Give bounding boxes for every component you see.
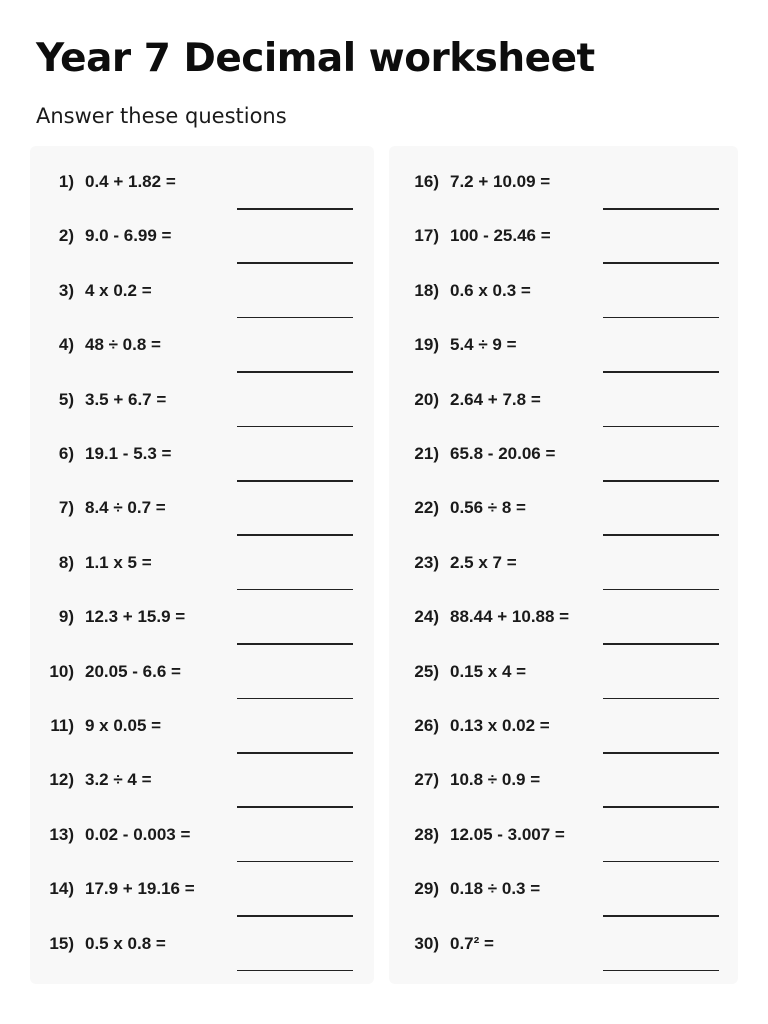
question-expression: 19.1 - 5.3 = bbox=[85, 444, 172, 463]
question-number: 21) bbox=[414, 444, 439, 463]
answer-line[interactable] bbox=[237, 861, 353, 863]
answer-line[interactable] bbox=[603, 426, 719, 428]
answer-line[interactable] bbox=[603, 806, 719, 808]
question-number: 11) bbox=[50, 716, 74, 735]
question-expression: 65.8 - 20.06 = bbox=[450, 444, 556, 463]
question-expression: 9 x 0.05 = bbox=[85, 716, 162, 735]
question-expression: 3.2 ÷ 4 = bbox=[85, 770, 152, 790]
question-row bbox=[389, 210, 738, 264]
question-row bbox=[389, 374, 738, 428]
answer-line[interactable] bbox=[603, 262, 719, 264]
answer-line[interactable] bbox=[237, 589, 353, 591]
question-number: 22) bbox=[414, 498, 439, 518]
answer-line[interactable] bbox=[237, 752, 353, 754]
answer-line[interactable] bbox=[603, 317, 719, 319]
question-expression: 10.8 ÷ 0.9 = bbox=[450, 770, 541, 790]
question-expression: 3.5 + 6.7 = bbox=[85, 389, 167, 409]
question-row bbox=[30, 863, 374, 917]
answer-line[interactable] bbox=[237, 371, 353, 373]
answer-line[interactable] bbox=[603, 589, 719, 591]
answer-line[interactable] bbox=[237, 208, 353, 210]
question-number: 30) bbox=[414, 933, 439, 953]
question-expression: 12.3 + 15.9 = bbox=[85, 607, 186, 627]
question-expression: 5.4 ÷ 9 = bbox=[450, 335, 517, 355]
answer-line[interactable] bbox=[237, 915, 353, 917]
answer-line[interactable] bbox=[237, 643, 353, 645]
question-row bbox=[30, 591, 374, 645]
answer-line[interactable] bbox=[237, 970, 353, 972]
question-row bbox=[389, 863, 738, 917]
question-row bbox=[389, 428, 738, 482]
question-row bbox=[389, 754, 738, 808]
question-row bbox=[30, 537, 374, 591]
question-number: 23) bbox=[414, 552, 439, 572]
question-expression: 8.4 ÷ 0.7 = bbox=[85, 498, 166, 518]
question-number: 10) bbox=[49, 661, 74, 681]
answer-line[interactable] bbox=[237, 317, 353, 319]
question-row bbox=[30, 210, 374, 264]
question-expression: 0.18 ÷ 0.3 = bbox=[450, 879, 541, 899]
question-number: 7) bbox=[58, 498, 74, 518]
question-expression: 0.6 x 0.3 = bbox=[450, 280, 531, 300]
question-number: 6) bbox=[58, 444, 74, 463]
question-number: 19) bbox=[414, 335, 439, 355]
answer-line[interactable] bbox=[603, 643, 719, 645]
question-number: 13) bbox=[49, 824, 74, 844]
question-number: 24) bbox=[414, 607, 439, 627]
question-column-left bbox=[30, 146, 374, 984]
answer-line[interactable] bbox=[603, 698, 719, 700]
question-row bbox=[389, 265, 738, 319]
question-expression: 2.5 x 7 = bbox=[450, 552, 517, 572]
question-number: 9) bbox=[58, 607, 74, 627]
question-number: 28) bbox=[414, 824, 439, 844]
question-row bbox=[30, 754, 374, 808]
page-title: Year 7 Decimal worksheet bbox=[36, 36, 595, 81]
question-number: 26) bbox=[414, 716, 439, 735]
question-expression: 9.0 - 6.99 = bbox=[85, 226, 172, 246]
question-row bbox=[30, 156, 374, 210]
question-number: 1) bbox=[58, 172, 74, 191]
answer-line[interactable] bbox=[603, 371, 719, 373]
question-row bbox=[30, 265, 374, 319]
question-number: 18) bbox=[414, 280, 439, 300]
answer-line[interactable] bbox=[237, 698, 353, 700]
question-number: 12) bbox=[49, 770, 74, 790]
question-expression: 0.5 x 0.8 = bbox=[85, 933, 166, 953]
question-number: 20) bbox=[414, 389, 439, 409]
answer-line[interactable] bbox=[603, 534, 719, 536]
answer-line[interactable] bbox=[603, 208, 719, 210]
answer-line[interactable] bbox=[237, 426, 353, 428]
question-row bbox=[30, 319, 374, 373]
answer-line[interactable] bbox=[603, 752, 719, 754]
question-row bbox=[389, 537, 738, 591]
question-row bbox=[389, 482, 738, 536]
question-expression: 100 - 25.46 = bbox=[450, 226, 551, 246]
question-row bbox=[30, 809, 374, 863]
question-expression: 17.9 + 19.16 = bbox=[85, 879, 195, 899]
question-row bbox=[389, 319, 738, 373]
answer-line[interactable] bbox=[237, 262, 353, 264]
instructions: Answer these questions bbox=[36, 104, 287, 128]
question-number: 5) bbox=[58, 389, 74, 409]
question-row bbox=[30, 374, 374, 428]
question-number: 3) bbox=[58, 280, 74, 300]
question-row bbox=[30, 918, 374, 972]
question-number: 17) bbox=[414, 226, 439, 246]
question-row bbox=[389, 591, 738, 645]
question-number: 8) bbox=[58, 552, 74, 572]
question-expression: 0.7² = bbox=[450, 933, 494, 953]
question-expression: 1.1 x 5 = bbox=[85, 552, 152, 572]
question-number: 25) bbox=[414, 661, 439, 681]
question-expression: 0.4 + 1.82 = bbox=[85, 172, 176, 191]
question-row bbox=[30, 482, 374, 536]
question-row bbox=[30, 646, 374, 700]
question-expression: 0.02 - 0.003 = bbox=[85, 824, 191, 844]
question-expression: 7.2 + 10.09 = bbox=[450, 172, 551, 191]
question-expression: 0.56 ÷ 8 = bbox=[450, 498, 526, 518]
question-expression: 4 x 0.2 = bbox=[85, 280, 152, 300]
question-row bbox=[389, 700, 738, 754]
question-row bbox=[389, 646, 738, 700]
answer-line[interactable] bbox=[603, 861, 719, 863]
question-expression: 12.05 - 3.007 = bbox=[450, 824, 565, 844]
question-row bbox=[30, 428, 374, 482]
question-expression: 20.05 - 6.6 = bbox=[85, 661, 181, 681]
question-row bbox=[389, 156, 738, 210]
question-expression: 0.13 x 0.02 = bbox=[450, 716, 550, 735]
question-number: 29) bbox=[414, 879, 439, 899]
question-column-right bbox=[389, 146, 738, 984]
question-number: 2) bbox=[58, 226, 74, 246]
question-expression: 48 ÷ 0.8 = bbox=[85, 335, 161, 355]
question-row bbox=[389, 809, 738, 863]
answer-line[interactable] bbox=[237, 806, 353, 808]
question-row bbox=[30, 700, 374, 754]
question-number: 16) bbox=[414, 172, 439, 191]
answer-line[interactable] bbox=[237, 534, 353, 536]
question-expression: 0.15 x 4 = bbox=[450, 661, 527, 681]
answer-line[interactable] bbox=[603, 970, 719, 972]
question-expression: 2.64 + 7.8 = bbox=[450, 389, 541, 409]
question-row bbox=[389, 918, 738, 972]
answer-line[interactable] bbox=[603, 480, 719, 482]
question-number: 4) bbox=[58, 335, 74, 355]
question-number: 14) bbox=[49, 879, 74, 899]
answer-line[interactable] bbox=[603, 915, 719, 917]
question-number: 27) bbox=[414, 770, 439, 790]
question-number: 15) bbox=[49, 933, 74, 953]
answer-line[interactable] bbox=[237, 480, 353, 482]
question-expression: 88.44 + 10.88 = bbox=[450, 607, 570, 627]
